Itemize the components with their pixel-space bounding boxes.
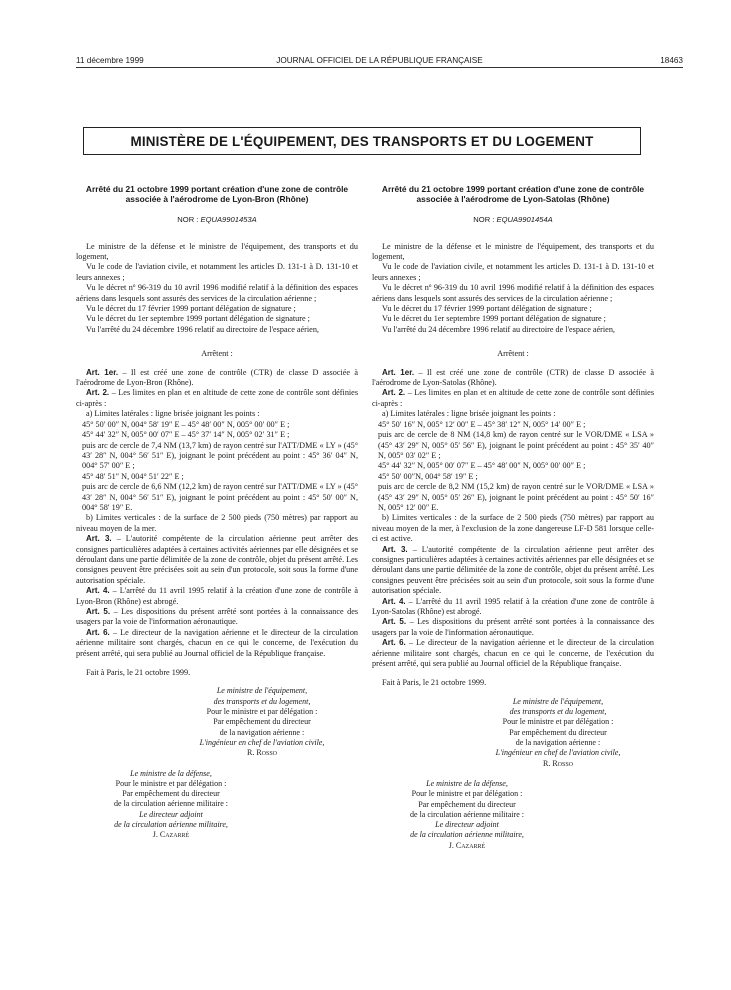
arretent-heading: Arrêtent :	[201, 349, 233, 359]
signature-line: de la circulation aérienne militaire,	[114, 820, 228, 829]
article-text: – Le directeur de la navigation aérienne et le directeur de la circulation aérienne militaire sont chargés, chacun en ce qui le concerne, de l'exécution du présent arrêté, qui sera publié au Journal officiel de la République française.	[372, 638, 655, 669]
coordinate-line: puis arc de cercle de 7,4 NM (13,7 km) de rayon centré sur l'ATT/DME « LY » (45° 43′ 28″ N, 004° 56′ 51″ E), joignant le point précédent au point : 45° 36′ 04″ N, 004° 57′ 00″ E ;	[82, 440, 358, 471]
article-text: – Les dispositions du présent arrêté sont portées à la connaissance des usagers par la voie de l'information aéronautique.	[372, 617, 655, 637]
header-page-number: 18463	[660, 56, 683, 65]
header-rule	[76, 67, 683, 68]
nor-reference	[76, 215, 358, 225]
signature-line: Le ministre de l'équipement,	[512, 696, 604, 706]
article-text: – Les limites en plan et en altitude de cette zone de contrôle sont définies ci-après :	[76, 388, 359, 408]
signature-line: de la navigation aérienne :	[219, 727, 305, 737]
article-6	[76, 628, 358, 659]
article-text: – L'autorité compétente de la circulation aérienne peut arrêter des consignes particulières adaptées à certaines activités aériennes par elle désignées et se déroulant dans une partie délimitée de la zone de contrôle, objet du présent arrêté. Les consignes peuvent être précisées soit au sein d'un protocole, soit sous la forme d'une autorisation spéciale.	[372, 544, 654, 596]
signature-line: L'ingénieur en chef de l'aviation civile,	[495, 748, 621, 758]
coordinate-line: 45° 44′ 32″ N, 005° 00′ 07″ E – 45° 48′ 00″ N, 005° 00′ 00″ E ;	[378, 461, 586, 471]
preamble-line: Vu le code de l'aviation civile, et notamment les articles D. 131-1 à D. 131-10 et leurs annexes ;	[372, 262, 654, 282]
fait-a-paris: Fait à Paris, le 21 octobre 1999.	[86, 668, 191, 678]
coordinate-line: 45° 44′ 32″ N, 005° 00′ 07″ E – 45° 37′ 14″ N, 005° 02′ 31″ E ;	[82, 430, 290, 440]
article-3	[372, 545, 654, 597]
article-text: – Il est créé une zone de contrôle (CTR) de classe D associée à l'aérodrome de Lyon-Bron (Rhône).	[76, 367, 358, 388]
signatory-name: J. Cazarré	[152, 830, 190, 840]
article-text: – Les limites en plan et en altitude de cette zone de contrôle sont définies ci-après :	[372, 388, 655, 408]
signature-line: Le directeur adjoint	[139, 809, 203, 819]
signatory-name: R. Rosso	[246, 748, 277, 758]
article-4	[76, 586, 358, 607]
preamble-line: Vu le décret nº 96-319 du 10 avril 1996 modifié relatif à la définition des espaces aériens dans lesquels sont assurés des services de la circulation aérienne ;	[76, 283, 358, 303]
signature-line: Le ministre de l'équipement,	[216, 686, 308, 696]
article-label: Art. 4.	[382, 596, 406, 606]
signature-line: Par empêchement du directeur	[122, 789, 220, 799]
decree-title: Arrêté du 21 octobre 1999 portant création d'une zone de contrôle associée à l'aérodrome de Lyon-Bron (Rhône)	[85, 184, 349, 204]
preamble-line: Vu le décret du 1er septembre 1999 portant délégation de signature ;	[86, 314, 310, 324]
signature-block-equipement	[166, 686, 358, 758]
arretent-heading: Arrêtent :	[497, 349, 529, 359]
signatory-name: R. Rosso	[542, 758, 573, 768]
coordinate-line: 45° 50′ 16″ N, 005° 12′ 00″ E – 45° 38′ 12″ N, 005° 14′ 00″ E ;	[378, 419, 586, 429]
signature-line: Pour le ministre et par délégation :	[411, 789, 523, 799]
article-2-a: a) Limites latérales : ligne brisée joignant les points :	[86, 409, 260, 419]
article-2	[372, 388, 654, 409]
article-label: Art. 5.	[86, 607, 111, 616]
preamble-line: Vu le décret nº 96-319 du 10 avril 1996 modifié relatif à la définition des espaces aériens dans lesquels sont assurés des services de la circulation aérienne ;	[372, 283, 654, 303]
signature-line: Le directeur adjoint	[435, 820, 499, 830]
signature-line: Pour le ministre et par délégation :	[115, 778, 227, 788]
signatory-name: J. Cazarré	[448, 840, 486, 850]
header-journal-title: JOURNAL OFFICIEL DE LA RÉPUBLIQUE FRANÇAISE	[276, 56, 483, 65]
article-text: – Les dispositions du présent arrêté sont portées à la connaissance des usagers par la voie de l'information aéronautique.	[76, 607, 359, 627]
signature-block-defense	[372, 779, 562, 851]
coordinate-line: puis arc de cercle de 8,2 NM (15,2 km) de rayon centré sur le VOR/DME « LSA » (45° 43′ 29″ N, 005° 05′ 26″ E), joignant le point précédent au point : 45° 50′ 16″ N, 005° 12′ 00″ E.	[378, 482, 654, 512]
article-5	[76, 607, 358, 628]
article-text: – Il est créé une zone de contrôle (CTR) de classe D associée à l'aérodrome de Lyon-Satolas (Rhône).	[372, 367, 654, 388]
article-4	[372, 597, 654, 618]
coordinate-line: 45° 48′ 51″ N, 004° 51′ 22″ E ;	[82, 471, 184, 481]
fait-a-paris: Fait à Paris, le 21 octobre 1999.	[382, 678, 487, 688]
preamble-line: Le ministre de la défense et le ministre de l'équipement, des transports et du logement,	[372, 241, 654, 261]
article-5	[372, 617, 654, 638]
signature-line: Le ministre de la défense,	[426, 778, 508, 788]
article-label: Art. 4.	[86, 586, 110, 596]
header-date: 11 décembre 1999	[76, 56, 144, 65]
article-6	[372, 638, 654, 669]
preamble-line: Vu l'arrêté du 24 décembre 1996 relatif au directoire de l'espace aérien,	[382, 324, 615, 334]
signature-line: Le ministre de la défense,	[130, 768, 212, 778]
nor-code: EQUA9901453A	[200, 215, 257, 225]
preamble-line: Vu l'arrêté du 24 décembre 1996 relatif au directoire de l'espace aérien,	[86, 324, 319, 334]
preamble-line: Vu le code de l'aviation civile, et notamment les articles D. 131-1 à D. 131-10 et leurs annexes ;	[76, 262, 358, 282]
article-2-b: b) Limites verticales : de la surface de 2 500 pieds (750 mètres) par rapport au niveau moyen de la mer.	[76, 513, 358, 533]
coordinate-line: puis arc de cercle de 6,6 NM (12,2 km) de rayon centré sur l'ATT/DME « LY » (45° 43′ 28″ N, 004° 56′ 51″ E), joignant le point précédent au point : 45° 50′ 00″ N, 004° 58′ 19″ E.	[82, 482, 358, 512]
article-label: Art. 2.	[86, 388, 110, 398]
article-3	[76, 534, 358, 586]
article-label: Art. 1er.	[382, 367, 415, 377]
article-label: Art. 2.	[382, 388, 406, 398]
article-label: Art. 6.	[86, 627, 110, 637]
article-label: Art. 1er.	[86, 367, 119, 377]
left-column	[76, 185, 358, 841]
signature-line: de la circulation aérienne militaire :	[114, 799, 228, 809]
article-text: – L'arrêté du 11 avril 1995 relatif à la création d'une zone de contrôle à Lyon-Bron (Rhône) est abrogé.	[76, 586, 358, 606]
preamble-line: Le ministre de la défense et le ministre de l'équipement, des transports et du logement,	[76, 241, 358, 261]
article-1	[372, 368, 654, 389]
right-column	[372, 185, 654, 851]
signature-line: de la circulation aérienne militaire,	[410, 830, 524, 840]
nor-reference	[372, 215, 654, 225]
nor-label: NOR :	[473, 215, 495, 225]
signature-line: L'ingénieur en chef de l'aviation civile,	[199, 737, 325, 747]
nor-code: EQUA9901454A	[496, 215, 553, 225]
article-label: Art. 5.	[382, 617, 407, 627]
preamble-line: Vu le décret du 17 février 1999 portant délégation de signature ;	[382, 304, 592, 314]
article-1	[76, 368, 358, 389]
article-label: Art. 6.	[382, 638, 406, 648]
article-label: Art. 3.	[86, 534, 112, 544]
decree-title: Arrêté du 21 octobre 1999 portant création d'une zone de contrôle associée à l'aérodrome de Lyon-Satolas (Rhône)	[381, 184, 645, 204]
signature-block-defense	[76, 769, 266, 841]
article-label: Art. 3.	[382, 544, 408, 554]
nor-label: NOR :	[177, 215, 199, 225]
signature-line: Par empêchement du directeur	[418, 799, 516, 809]
article-text: – L'autorité compétente de la circulation aérienne peut arrêter des consignes particulières adaptées à certaines activités aériennes par elle désignées et se déroulant dans une partie délimitée de la zone de contrôle, objet du présent arrêté. Les consignes peuvent être précisées soit au sein d'un protocole, soit sous la forme d'une autorisation spéciale.	[76, 534, 358, 585]
article-2	[76, 388, 358, 409]
signature-line: Par empêchement du directeur	[213, 717, 311, 727]
coordinate-line: puis arc de cercle de 8 NM (14,8 km) de rayon centré sur le VOR/DME « LSA » (45° 43′ 29″ N, 005° 05′ 56″ E), joignant le point précédent au point : 45° 35′ 40″ N, 005° 03′ 02″ E ;	[378, 430, 654, 460]
article-text: – L'arrêté du 11 avril 1995 relatif à la création d'une zone de contrôle à Lyon-Satolas (Rhône) est abrogé.	[372, 596, 654, 616]
signature-line: Pour le ministre et par délégation :	[206, 707, 318, 717]
signature-line: Pour le ministre et par délégation :	[502, 717, 614, 727]
article-2-a: a) Limites latérales : ligne brisée joignant les points :	[382, 409, 556, 419]
article-text: – Le directeur de la navigation aérienne et le directeur de la circulation aérienne militaire sont chargés, chacun en ce qui le concerne, de l'exécution du présent arrêté, qui sera publié au Journal officiel de la République française.	[76, 627, 359, 658]
signature-line: de la circulation aérienne militaire :	[410, 809, 524, 819]
coordinate-line: 45° 50′ 00″ N, 004° 58′ 19″ E – 45° 48′ 00″ N, 005° 00′ 00″ E ;	[82, 419, 290, 429]
signature-line: des transports et du logement,	[509, 707, 607, 717]
signature-line: Par empêchement du directeur	[509, 727, 607, 737]
article-2-b: b) Limites verticales : de la surface de 2 500 pieds (750 mètres) par rapport au niveau moyen de la mer, à l'exclusion de la zone dangereuse LF-D 581 lorsque celle-ci est active.	[372, 513, 654, 544]
signature-line: des transports et du logement,	[213, 696, 311, 706]
preamble-line: Vu le décret du 1er septembre 1999 portant délégation de signature ;	[382, 314, 606, 324]
coordinate-line: 45° 50′ 00″N, 004° 58′ 19″ E ;	[378, 471, 478, 481]
ministry-banner: MINISTÈRE DE L'ÉQUIPEMENT, DES TRANSPORTS ET DU LOGEMENT	[83, 127, 641, 155]
preamble-line: Vu le décret du 17 février 1999 portant délégation de signature ;	[86, 304, 296, 314]
signature-block-equipement	[462, 697, 654, 769]
signature-line: de la navigation aérienne :	[515, 738, 601, 748]
